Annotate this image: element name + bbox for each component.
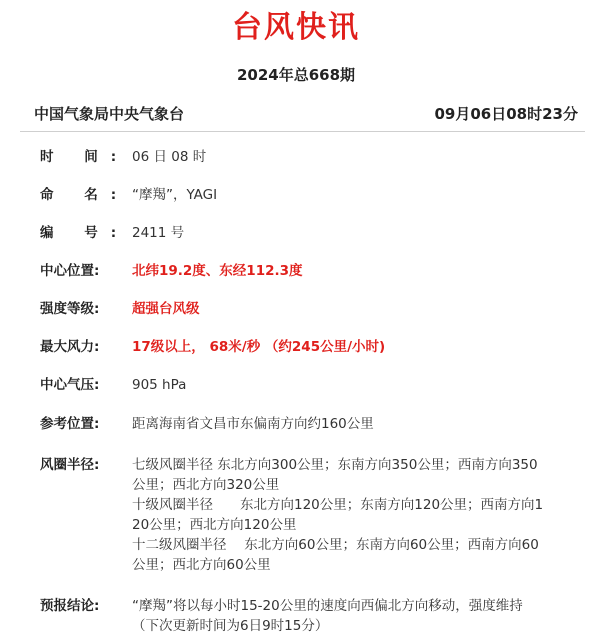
field-name-label: 命 名:: [40, 187, 130, 203]
field-name-value: “摩羯”，YAGI: [132, 187, 218, 203]
field-reference-value: 距离海南省文昌市东偏南方向约160公里: [132, 416, 374, 432]
page-title: 台风快讯: [232, 10, 360, 45]
field-number-label: 编 号:: [40, 225, 130, 241]
field-center-label: 中心位置:: [40, 263, 100, 279]
field-number-value: 2411 号: [132, 225, 185, 241]
wind-radius-lines: [132, 455, 580, 575]
wind-radius-line: 十二级风圈半径 东北方向60公里；东南方向60公里；西南方向60: [132, 537, 539, 553]
field-intensity-label: 强度等级:: [40, 301, 100, 317]
field-reference-label: 参考位置:: [40, 416, 100, 432]
issue-number: 2024年总668期: [236, 66, 356, 84]
agency-name: 中国气象局中央气象台: [34, 105, 185, 123]
field-center-value: 北纬19.2度、东经112.3度: [132, 263, 303, 279]
field-max-wind-value: 17级以上， 68米/秒 （约245公里/小时): [132, 339, 386, 355]
forecast-line: “摩羯”将以每小时15-20公里的速度向西偏北方向移动，强度维持: [132, 598, 523, 614]
wind-radius-line: 公里；西北方向320公里: [132, 477, 280, 493]
field-max-wind-label: 最大风力:: [40, 339, 100, 355]
field-time-value: 06 日 08 时: [132, 149, 207, 165]
field-intensity-value: 超强台风级: [132, 301, 200, 317]
field-time-label: 时 间:: [40, 149, 130, 165]
field-pressure-label: 中心气压:: [40, 377, 100, 393]
issue-datetime: 09月06日08时23分: [434, 105, 578, 123]
wind-radius-line: 十级风圈半径 东北方向120公里；东南方向120公里；西南方向1: [132, 497, 544, 513]
agency-row: [34, 103, 578, 124]
field-pressure-value: 905 hPa: [132, 377, 187, 393]
forecast-line: （下次更新时间为6日9时15分）: [132, 618, 329, 634]
field-forecast-label: 预报结论:: [40, 598, 100, 614]
wind-radius-line: 20公里；西北方向120公里: [132, 517, 297, 533]
wind-radius-line: 七级风圈半径 东北方向300公里；东南方向350公里；西南方向350: [132, 457, 538, 473]
header-divider: [20, 131, 585, 132]
field-wind-radius-label: 风圈半径:: [40, 457, 100, 473]
forecast-lines: [132, 596, 580, 636]
wind-radius-line: 公里；西北方向60公里: [132, 557, 271, 573]
